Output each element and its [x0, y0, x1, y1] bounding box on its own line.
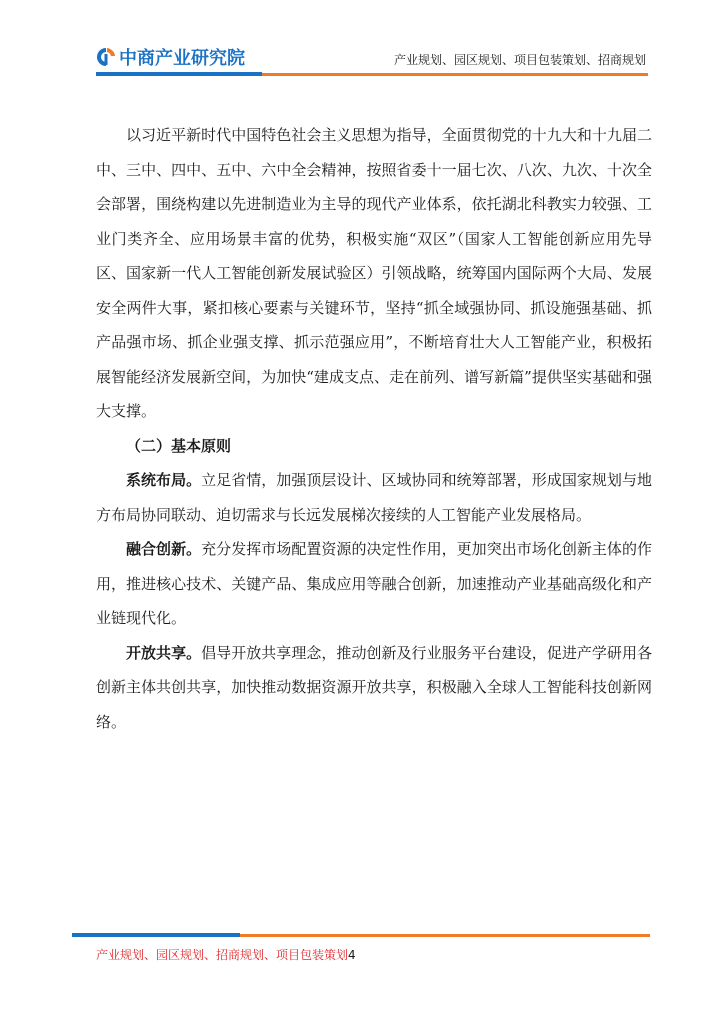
footer-rule-blue: [72, 933, 240, 937]
principle-paragraph-3: [96, 636, 652, 740]
principle-paragraph-1: [96, 463, 652, 532]
document-body: [96, 118, 652, 739]
page-number: 4: [348, 948, 356, 962]
header-tagline: 产业规划、园区规划、项目包装策划、招商规划: [393, 53, 646, 67]
logo: [96, 44, 245, 70]
page-header: [0, 0, 724, 90]
footer-tagline: 产业规划、园区规划、招商规划、项目包装策划: [96, 948, 349, 962]
principle-text-3: 倡导开放共享理念，推动创新及行业服务平台建设，促进产学研用各创新主体共创共享，加快推动数据资源开放共享，积极融入全球人工智能科技创新网络。: [96, 643, 652, 731]
logo-text: 中商产业研究院: [119, 48, 245, 69]
principle-title-1: 系统布局。: [126, 471, 202, 489]
header-rule-blue: [96, 72, 262, 76]
principle-title-3: 开放共享。: [126, 643, 202, 662]
guiding-paragraph: 以习近平新时代中国特色社会主义思想为指导，全面贯彻党的十九大和十九届二中、三中、四中、五中、六中全会精神，按照省委十一届七次、八次、九次、十次全会部署，围绕构建以先进制造业为主导的现代产业体系，依托湖北科教实力较强、工业门类齐全、应用场景丰富的优势，积极实施“双区”（国家人工智能创新应用先导区、国家新一代人工智能创新发展试验区）引领战略，统筹国内国际两个大局、发展安全两件大事，紧扣核心要素与关键环节，坚持“抓全域强协同、抓设施强基础、抓产品强市场、抓企业强支撑、抓示范强应用”，不断培育壮大人工智能产业，积极拓展智能经济发展新空间，为加快“建成支点、走在前列、谱写新篇”提供坚实基础和强大支撑。: [96, 126, 652, 420]
principle-paragraph-2: [96, 532, 652, 636]
logo-mark-icon: [96, 47, 116, 67]
header-rule-orange: [262, 73, 648, 76]
principle-text-2: 充分发挥市场配置资源的决定性作用，更加突出市场化创新主体的作用，推进核心技术、关键产品、集成应用等融合创新，加速推动产业基础高级化和产业链现代化。: [96, 540, 652, 627]
section-heading: （二）基本原则: [126, 436, 232, 455]
page-footer: [96, 946, 356, 963]
principle-text-1: 立足省情，加强顶层设计、区域协同和统筹部署，形成国家规划与地方布局协同联动、迫切需求与长远发展梯次接续的人工智能产业发展格局。: [96, 471, 652, 524]
principle-title-2: 融合创新。: [126, 540, 202, 558]
footer-rule-orange: [240, 934, 650, 937]
